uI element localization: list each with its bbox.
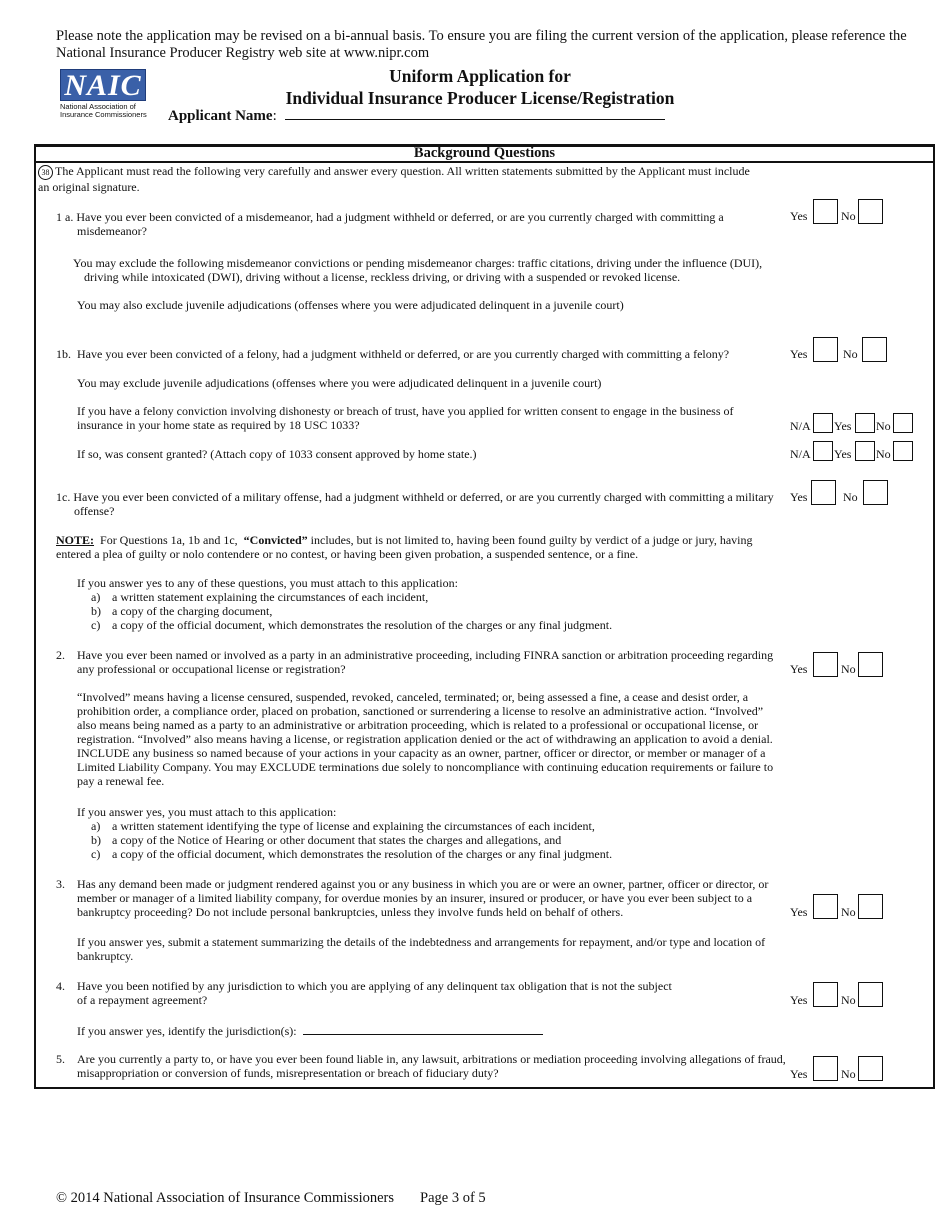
question-1a: 1 a. Have you ever been convicted of a misdemeanor, had a judgment withheld or deferred, or are you currently charged with committing a misdemeanor? [56,210,724,238]
q1a-no-label: No [841,209,856,223]
question-5: 5. Are you currently a party to, or have you ever been found liable in, any lawsuit, arbitrations or mediation proceeding involving allegations of fraud, misappropriation or conversion of funds, misrepresentation or breach of fiduciary duty? [56,1052,786,1080]
question-1c: 1c. Have you ever been convicted of a military offense, had a judgment withheld or deferred, or are you currently charged with committing a military offense? [56,490,774,518]
q1b-yes-checkbox[interactable] [813,337,838,362]
naic-logo [60,69,150,123]
list-item: a) a written statement identifying the type of license and explaining the circumstances of each incident, [91,819,595,833]
q1c-yes-checkbox[interactable] [811,480,836,505]
q4-no-checkbox[interactable] [858,982,883,1007]
q1c-yes-label: Yes [790,490,808,504]
applicant-name-field[interactable] [285,107,665,120]
q1a-yes-checkbox[interactable] [813,199,838,224]
q2-no-label: No [841,662,856,676]
q1b-no-label: No [843,347,858,361]
q1c-no-checkbox[interactable] [863,480,888,505]
list-item: c) a copy of the official document, which demonstrates the resolution of the charges or any final judgment. [91,618,613,632]
q1c-no-label: No [843,490,858,504]
q1a-exclusion-note: You may exclude the following misdemeanor convictions or pending misdemeanor charges: traffic citations, driving under the influence (DUI), driving while intoxicated (DWI), driving without a license, reckless driving, or driving with a suspended or revoked license. [73,256,763,284]
q1a-yes-label: Yes [790,209,808,223]
q2-yes-label: Yes [790,662,808,676]
q1b-yes-label: Yes [790,347,808,361]
q1b-juvenile-note: You may exclude juvenile adjudications (offenses where you were adjudicated delinquent in a juvenile court) [77,376,602,390]
q4-no-label: No [841,993,856,1007]
attach-list-1: If you answer yes to any of these questions, you must attach to this application: a) a written statement explaining the circumstances of each incident, b) a copy of the charging document, c) a copy of the official document, which demonstrates the resolution of the charges or any final judgment. [77,576,767,632]
q2-no-checkbox[interactable] [858,652,883,677]
q1a-no-checkbox[interactable] [858,199,883,224]
q2-yes-checkbox[interactable] [813,652,838,677]
attach-list-2: If you answer yes, you must attach to this application: a) a written statement identifying the type of license and explaining the circumstances of each incident, b) a copy of the Notice of Hearing or other document that states the charges and allegations, and c) a copy of the official document, which demonstrates the resolution of the charges or any final judgment. [77,805,767,861]
applicant-name-label: Applicant Name [168,108,273,124]
q5-no-checkbox[interactable] [858,1056,883,1081]
q3-no-checkbox[interactable] [858,894,883,919]
q1b-granted-no-checkbox[interactable] [893,441,913,461]
q4-jurisdiction-field[interactable] [303,1024,543,1035]
form-title: Uniform Application for Individual Insurance Producer License/Registration [285,66,675,108]
section-intro: 38 The Applicant must read the following very carefully and answer every question. All written statements submitted by the Applicant must include an original signature. [38,164,750,194]
list-item: b) a copy of the Notice of Hearing or other document that states the charges and allegations, and [91,833,562,847]
q4-yes-label: Yes [790,993,808,1007]
naic-logo-text: National Association of Insurance Commissioners [60,102,147,119]
q5-no-label: No [841,1067,856,1081]
q3-no-label: No [841,905,856,919]
revision-notice: Please note the application may be revised on a bi-annual basis. To ensure you are filing the current version of the application, please reference the National Insurance Producer Registry web site at www.nipr.com [56,28,907,61]
q1b-granted-no-label: No [876,447,891,461]
conviction-note: NOTE: For Questions 1a, 1b and 1c, “Convicted” includes, but is not limited to, having been found guilty by verdict of a judge or jury, having entered a plea of guilty or nolo contendere or no contest, or having been given probation, a suspended sentence, or a fine. [56,533,753,561]
question-4: 4. Have you been notified by any jurisdiction to which you are applying of any delinquent tax obligation that is not the subject of a repayment agreement? [56,979,672,1007]
q1b-consent-granted-question: If so, was consent granted? (Attach copy of 1033 consent approved by home state.) [77,447,477,461]
q4-jurisdiction-row: If you answer yes, identify the jurisdiction(s): [77,1024,577,1038]
q1b-consent-na-checkbox[interactable] [813,413,833,433]
q3-bankruptcy-note: If you answer yes, submit a statement summarizing the details of the indebtedness and arrangements for repayment, and/or type and location of bankruptcy. [77,935,766,963]
q1b-granted-yes-label: Yes [834,447,852,461]
list-item: c) a copy of the official document, which demonstrates the resolution of the charges or any final judgment. [91,847,613,861]
applicant-name-row: Applicant Name: [168,107,665,125]
question-2: 2. Have you ever been named or involved as a party in an administrative proceeding, including FINRA sanction or arbitration proceeding regarding any professional or occupational license or registration? [56,648,774,676]
q1b-no-checkbox[interactable] [862,337,887,362]
q5-yes-checkbox[interactable] [813,1056,838,1081]
q4-yes-checkbox[interactable] [813,982,838,1007]
q1b-consent-question: If you have a felony conviction involving dishonesty or breach of trust, have you applied for written consent to engage in the business of insurance in your home state as required by 18 USC 1033? [77,404,734,432]
q1b-consent-na-label: N/A [790,419,811,433]
q3-yes-label: Yes [790,905,808,919]
naic-logo-mark: NAIC [60,69,146,101]
q3-yes-checkbox[interactable] [813,894,838,919]
q1b-granted-na-checkbox[interactable] [813,441,833,461]
q1b-consent-yes-checkbox[interactable] [855,413,875,433]
q1b-granted-na-label: N/A [790,447,811,461]
page-number: Page 3 of 5 [420,1190,486,1206]
list-item: a) a written statement explaining the circumstances of each incident, [91,590,429,604]
q1b-consent-no-label: No [876,419,891,433]
list-item: b) a copy of the charging document, [91,604,273,618]
page-footer [56,1190,486,1207]
q2-involved-definition: “Involved” means having a license censured, suspended, revoked, canceled, terminated; or, being assessed a fine, a cease and desist order, a prohibition order, a compliance order, placed on probation, sanctioned or surrendering a license to resolve an administrative action. “Involved” also means being named as a party to an administrative or arbitration proceeding, which is related to a professional or occupational license, or registration. “Involved” also means having a license, or registration application denied or the act of withdrawing an application to avoid a denial. INCLUDE any business so named because of your actions in your capacity as an owner, partner, officer or director, or member or manager of a Limited Liability Company. You may EXCLUDE terminations due solely to noncompliance with continuing education requirements or failure to pay a renewal fee. [77,690,774,788]
question-1b: 1b. Have you ever been convicted of a felony, had a judgment withheld or deferred, or are you currently charged with committing a felony? [56,347,730,361]
q1b-consent-no-checkbox[interactable] [893,413,913,433]
question-3: 3. Has any demand been made or judgment rendered against you or any business in which you are or were an owner, partner, officer or director, or member or manager of a limited liability company, for overdue monies by an insurer, insured or producer, or have you ever been subject to a bankruptcy proceeding? Do not include personal bankruptcies, unless they involve funds held on behalf of others. [56,877,769,919]
q1b-granted-yes-checkbox[interactable] [855,441,875,461]
q5-yes-label: Yes [790,1067,808,1081]
section-title: Background Questions [36,145,933,163]
q1a-juvenile-note: You may also exclude juvenile adjudications (offenses where you were adjudicated delinquent in a juvenile court) [77,298,624,312]
q1b-consent-yes-label: Yes [834,419,852,433]
item-number-badge: 38 [38,165,53,180]
copyright: © 2014 National Association of Insurance Commissioners [56,1190,395,1206]
